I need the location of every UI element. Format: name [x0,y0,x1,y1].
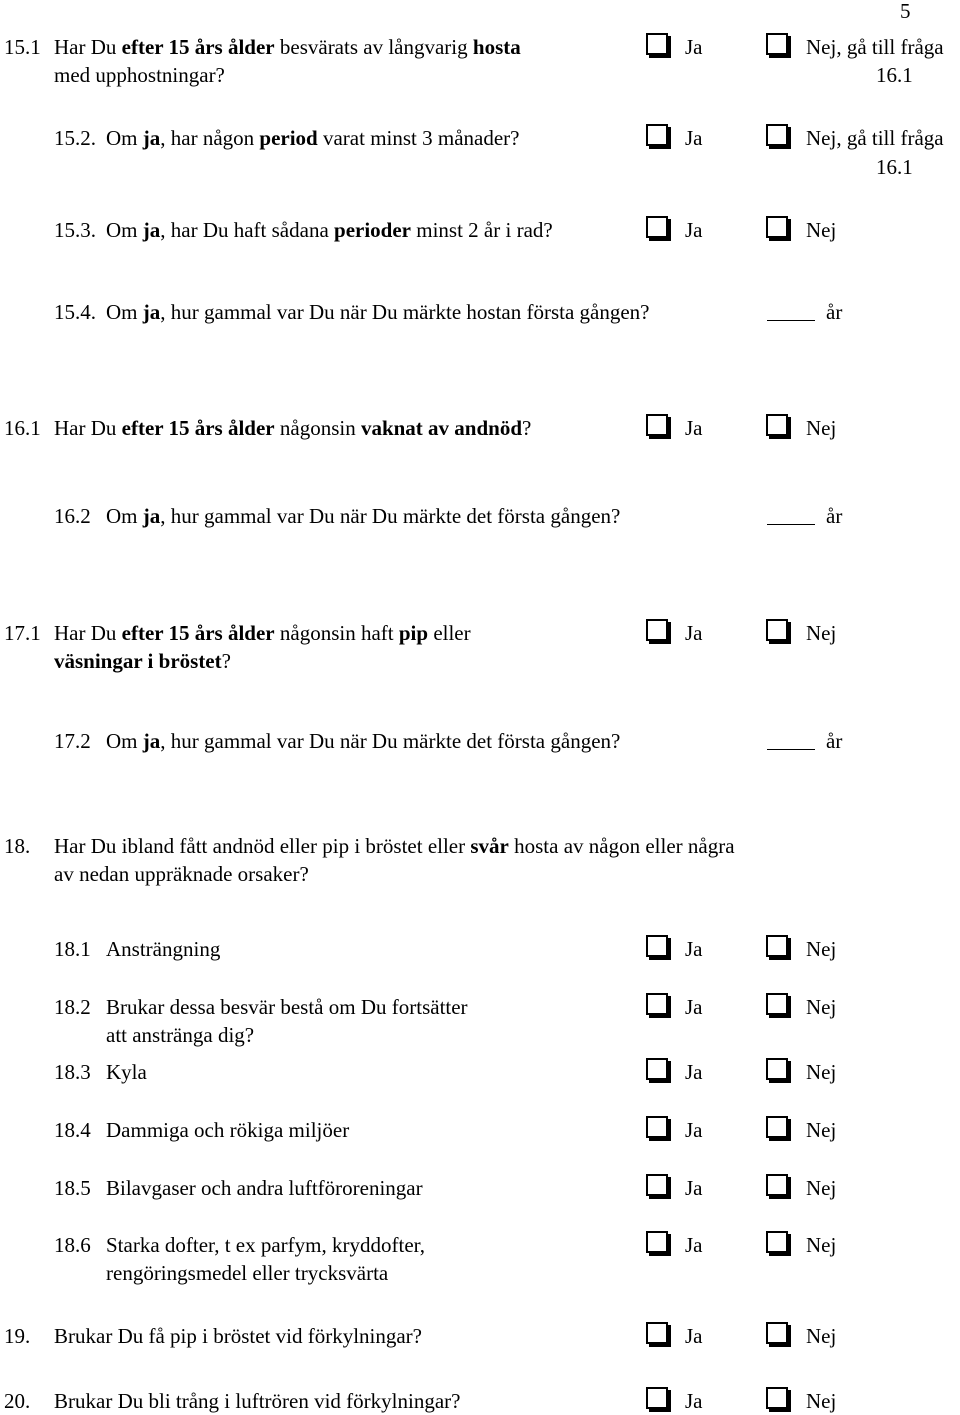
checkbox-15-1-no[interactable] [766,33,788,55]
question-number: 17.1 [4,621,41,645]
checkbox-18-2-yes[interactable] [646,993,668,1015]
question-text: eller [428,621,471,645]
question-18-1-text: Ansträngning [106,937,221,961]
question-18-6-number: 18.6 [54,1233,91,1257]
question-text: Om [106,504,143,528]
question-text: varat minst 3 månader? [317,126,520,150]
question-17-2 [54,727,621,755]
checkbox-18-5-no[interactable] [766,1174,788,1196]
label-goto-target: 16.1 [876,63,913,87]
question-18-6-text: Starka dofter, t ex parfym, kryddofter, [106,1233,426,1257]
checkbox-16-1-no[interactable] [766,414,788,436]
checkbox-17-1-no[interactable] [766,619,788,641]
checkbox-15-2-no[interactable] [766,124,788,146]
question-text: Om [106,300,143,324]
question-emphasis: efter 15 års ålder [121,416,275,440]
question-emphasis: pip [398,621,429,645]
question-19-number: 19. [4,1324,31,1348]
label-no: Nej [806,1060,837,1084]
label-yes: Ja [685,1060,703,1084]
label-year: år [826,504,843,528]
question-emphasis: hosta [472,35,521,59]
question-number: 15.1 [4,35,41,59]
question-text: Har Du [54,621,122,645]
label-no: Nej [806,937,837,961]
label-no: Nej [806,995,837,1019]
question-number: 18. [4,834,31,858]
checkbox-18-4-no[interactable] [766,1116,788,1138]
label-no: Nej [806,1389,837,1413]
question-text: minst 2 år i rad? [411,218,553,242]
label-yes: Ja [685,1324,703,1348]
question-18-6-line2: rengöringsmedel eller trycksvärta [106,1261,389,1285]
label-yes: Ja [685,995,703,1019]
question-number: 15.2. [54,126,96,150]
question-20-number: 20. [4,1389,31,1413]
page-number: 5 [900,0,911,23]
question-18-line2: av nedan uppräknade orsaker? [54,862,309,886]
question-18-2-number: 18.2 [54,995,91,1019]
question-emphasis: väsningar i bröstet [54,649,222,673]
label-no-goto: Nej, gå till fråga [806,35,944,59]
question-15-4 [54,298,650,326]
checkbox-19-yes[interactable] [646,1322,668,1344]
question-emphasis: perioder [334,218,411,242]
question-emphasis: period [259,126,318,150]
label-yes: Ja [685,1233,703,1257]
checkbox-16-1-yes[interactable] [646,414,668,436]
checkbox-20-yes[interactable] [646,1387,668,1409]
label-yes: Ja [685,218,703,242]
question-emphasis: ja [142,729,161,753]
label-yes: Ja [685,126,703,150]
question-emphasis: vaknat av andnöd [360,416,523,440]
question-text: Om [106,218,143,242]
question-18-5-text: Bilavgaser och andra luftföroreningar [106,1176,423,1200]
question-text: , hur gammal var Du när Du märkte det första gången? [160,729,621,753]
checkbox-19-no[interactable] [766,1322,788,1344]
question-emphasis: svår [470,834,509,858]
checkbox-17-1-yes[interactable] [646,619,668,641]
question-16-2 [54,502,621,530]
question-text: Om [106,126,143,150]
checkbox-18-6-yes[interactable] [646,1231,668,1253]
label-yes: Ja [685,621,703,645]
label-goto-target: 16.1 [876,155,913,179]
question-number: 17.2 [54,729,91,753]
question-15-1-line2: med upphostningar? [54,63,225,87]
question-18-5-number: 18.5 [54,1176,91,1200]
label-no: Nej [806,1176,837,1200]
checkbox-18-2-no[interactable] [766,993,788,1015]
checkbox-15-2-yes[interactable] [646,124,668,146]
question-18-2-line2: att anstränga dig? [106,1023,255,1047]
question-18-3-text: Kyla [106,1060,147,1084]
question-20-text: Brukar Du bli trång i luftrören vid förkylningar? [54,1389,461,1413]
checkbox-18-4-yes[interactable] [646,1116,668,1138]
checkbox-15-1-yes[interactable] [646,33,668,55]
checkbox-18-3-yes[interactable] [646,1058,668,1080]
checkbox-15-3-no[interactable] [766,216,788,238]
label-no-goto: Nej, gå till fråga [806,126,944,150]
label-yes: Ja [685,1176,703,1200]
year-input-16-2[interactable] [767,524,815,525]
label-yes: Ja [685,937,703,961]
label-no: Nej [806,218,837,242]
label-no: Nej [806,621,837,645]
question-number: 16.1 [4,416,41,440]
question-emphasis: ja [142,126,161,150]
question-emphasis: ja [142,504,161,528]
question-18-1-number: 18.1 [54,937,91,961]
question-18-3-number: 18.3 [54,1060,91,1084]
question-emphasis: ja [142,218,161,242]
label-yes: Ja [685,1389,703,1413]
question-text: Har Du ibland fått andnöd eller pip i bröstet eller [54,834,471,858]
question-text: , har Du haft sådana [160,218,335,242]
label-no: Nej [806,1118,837,1142]
question-text: någonsin [274,416,361,440]
question-emphasis: ja [142,300,161,324]
question-text: , hur gammal var Du när Du märkte det första gången? [160,504,621,528]
question-number: 15.3. [54,218,96,242]
question-15-3 [54,216,553,244]
label-yes: Ja [685,35,703,59]
year-input-15-4[interactable] [767,320,815,321]
label-year: år [826,729,843,753]
question-18-4-text: Dammiga och rökiga miljöer [106,1118,350,1142]
question-17-1 [4,619,471,647]
question-number: 15.4. [54,300,96,324]
question-text: , har någon [160,126,260,150]
question-18-2-text: Brukar dessa besvär bestå om Du fortsätter [106,995,468,1019]
checkbox-18-3-no[interactable] [766,1058,788,1080]
question-text: ? [522,416,532,440]
question-text: Har Du [54,416,122,440]
question-emphasis: efter 15 års ålder [121,621,275,645]
question-16-1 [4,414,532,442]
checkbox-18-6-no[interactable] [766,1231,788,1253]
question-18 [4,832,735,860]
question-text: någonsin haft [274,621,399,645]
label-yes: Ja [685,416,703,440]
label-yes: Ja [685,1118,703,1142]
question-17-1-line2 [54,647,231,675]
question-text: Om [106,729,143,753]
question-text: , hur gammal var Du när Du märkte hostan första gången? [160,300,650,324]
question-number: 16.2 [54,504,91,528]
question-15-2 [54,124,520,152]
question-emphasis: efter 15 års ålder [121,35,275,59]
question-18-4-number: 18.4 [54,1118,91,1142]
question-text: hosta av någon eller några [508,834,735,858]
question-19-text: Brukar Du få pip i bröstet vid förkylningar? [54,1324,422,1348]
checkbox-20-no[interactable] [766,1387,788,1409]
question-text: Har Du [54,35,122,59]
label-year: år [826,300,843,324]
checkbox-18-1-yes[interactable] [646,935,668,957]
question-text: besvärats av långvarig [274,35,473,59]
label-no: Nej [806,1233,837,1257]
year-input-17-2[interactable] [767,749,815,750]
question-15-1 [4,33,521,61]
checkbox-18-1-no[interactable] [766,935,788,957]
checkbox-15-3-yes[interactable] [646,216,668,238]
checkbox-18-5-yes[interactable] [646,1174,668,1196]
label-no: Nej [806,416,837,440]
label-no: Nej [806,1324,837,1348]
question-text: ? [221,649,231,673]
